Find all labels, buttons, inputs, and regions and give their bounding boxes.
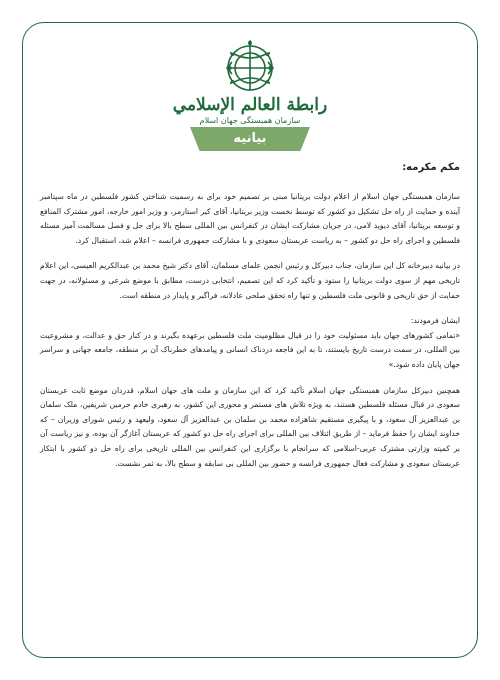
closing-paragraph: همچنین دبیرکل سازمان همبستگی جهان اسلام تأکید کرد که این سازمان و ملت های جهان اسلام، قدردان موضع ثابت عربستان سعودی در قبال مسئله فلسطین هستند، به ویژه تلاش های مستمر و محوری این کشور، به رهبری خادم حرمین شریفین، ملک سلمان بن عبدالعزیز آل سعود، و با پیگیری مستقیم شاهزاده محمد بن سلمان بن عبدالعزیز آل سعود، ولیعهد و رئیس شورای وزیران – که خداوند ایشان را حفظ فرماید – از طریق ائتلاف بین المللی برای اجرای راه حل دو کشور که عربستان آغازگر آن بوده، و نیز ریاست آن بر کمیته وزارتی مشترک عربی-اسلامی که سرانجام با برگزاری این کنفرانس بین المللی تاریخی برای راه حل دو کشور با ابتکار عربستان سعودی و مشارکت فعال جمهوری فرانسه و حضور بین المللی بی سابقه و سطح بالا، به ثمر نشست. [40, 385, 460, 468]
paragraph-1: سازمان همبستگی جهان اسلام از اعلام دولت بریتانیا مبنی بر تصمیم خود برای به رسمیت شناختن کشور فلسطین در ماه سپتامبر آینده و حمایت از راه حل تشکیل دو کشور که توسط نخست وزیر بریتانیا، آقای کیر استارمر، و وزیر امور خارجه، امور مشترک المنافع و توسعه بریتانیا، آقای دیوید لامی، در جریان مشارکت ایشان در کنفرانس بین المللی سطح بالا برای حل و فصل مسالمت آمیز مسئله فلسطین و اجرای راه حل دو کشور – به ریاست عربستان سعودی و با مشارکت جمهوری فرانسه – اعلام شد، استقبال کرد. [40, 192, 460, 245]
quote-paragraph: «تمامی کشورهای جهان باید مسئولیت خود را در قبال مظلومیت ملت فلسطین برعهده بگیرند و در کنار حق و عدالت، و مشروعیت بین المللی، در سمت درست تاریخ بایستند، تا به این فاجعه دردناک انسانی و پیامدهای خطرناک آن بر منطقه، جامعه جهانی و سراسر جهان پایان داده شود.» [40, 330, 460, 369]
organization-name-persian: سازمان همبستگی جهان اسلام [199, 116, 301, 125]
paragraph-2: در بیانیه دبیرخانه کل این سازمان، جناب دبیرکل و رئیس انجمن علمای مسلمان، آقای دکتر شیخ محمد بن عبدالکریم العیسی، این اعلام تاریخی مهم از سوی دولت بریتانیا را ستود و تأکید کرد که این تصمیم، انتخابی درست، مطابق با موضع شرعی و مسئولانه، در جهت حمایت از حق تاریخی و قانونی ملت فلسطین و تنها راه تحقق صلحی عادلانه، فراگیر و پایدار در منطقه است. [40, 261, 460, 300]
mosque-dome-emblem-icon [222, 40, 278, 96]
organization-name-arabic: رابطة العالم الإسلامي [172, 95, 328, 115]
statement-body [40, 160, 460, 482]
quote-intro: ایشان فرمودند: [410, 316, 460, 326]
statement-title: بیانیه [233, 131, 267, 146]
salutation-location: مکم مکرمه: [402, 162, 460, 173]
